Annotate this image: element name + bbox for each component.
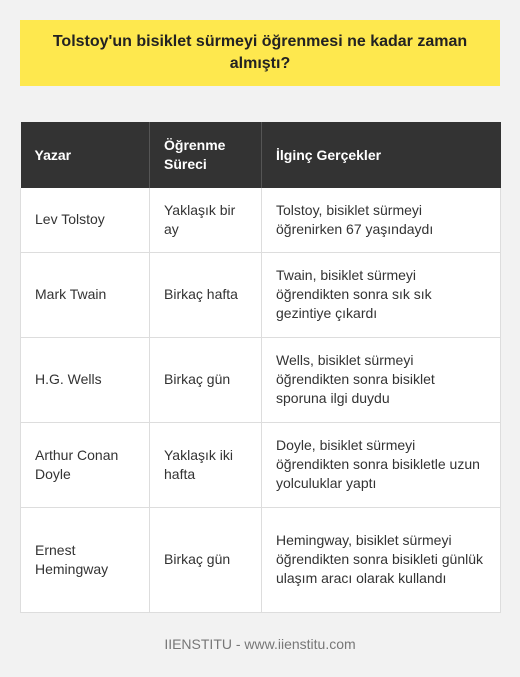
author-cell: H.G. Wells	[21, 337, 150, 422]
fact-cell: Doyle, bisiklet sürmeyi öğrendikten sonra bisikletle uzun yolculuklar yaptı	[262, 422, 501, 507]
table-row	[21, 188, 501, 252]
page-title: Tolstoy'un bisiklet sürmeyi öğrenmesi ne kadar zaman almıştı?	[52, 33, 468, 72]
fact-cell: Tolstoy, bisiklet sürmeyi öğrenirken 67 yaşındaydı	[262, 188, 501, 252]
author-cell: Mark Twain	[21, 252, 150, 337]
duration-cell: Birkaç gün	[150, 507, 262, 612]
table-row	[21, 252, 501, 337]
duration-cell: Yaklaşık iki hafta	[150, 422, 262, 507]
fact-cell: Wells, bisiklet sürmeyi öğrendikten sonra bisiklet sporuna ilgi duydu	[262, 337, 501, 422]
duration-cell: Birkaç gün	[150, 337, 262, 422]
author-cell: Arthur Conan Doyle	[21, 422, 150, 507]
duration-cell: Yaklaşık bir ay	[150, 188, 262, 252]
table-row	[21, 507, 501, 612]
column-header-author: Yazar	[21, 122, 150, 188]
author-cell: Ernest Hemingway	[21, 507, 150, 612]
title-banner	[20, 20, 500, 86]
table-row	[21, 337, 501, 422]
fact-cell: Hemingway, bisiklet sürmeyi öğrendikten sonra bisikleti günlük ulaşım aracı olarak kullandı	[262, 507, 501, 612]
footer-credit: IIENSTITU - www.iienstitu.com	[164, 636, 356, 652]
authors-table-container	[20, 122, 500, 613]
fact-cell: Twain, bisiklet sürmeyi öğrendikten sonra sık sık gezintiye çıkardı	[262, 252, 501, 337]
author-cell: Lev Tolstoy	[21, 188, 150, 252]
duration-cell: Birkaç hafta	[150, 252, 262, 337]
column-header-duration: Öğrenme Süreci	[150, 122, 262, 188]
authors-table	[20, 122, 501, 613]
table-header-row	[21, 122, 501, 188]
table-row	[21, 422, 501, 507]
column-header-facts: İlginç Gerçekler	[262, 122, 501, 188]
